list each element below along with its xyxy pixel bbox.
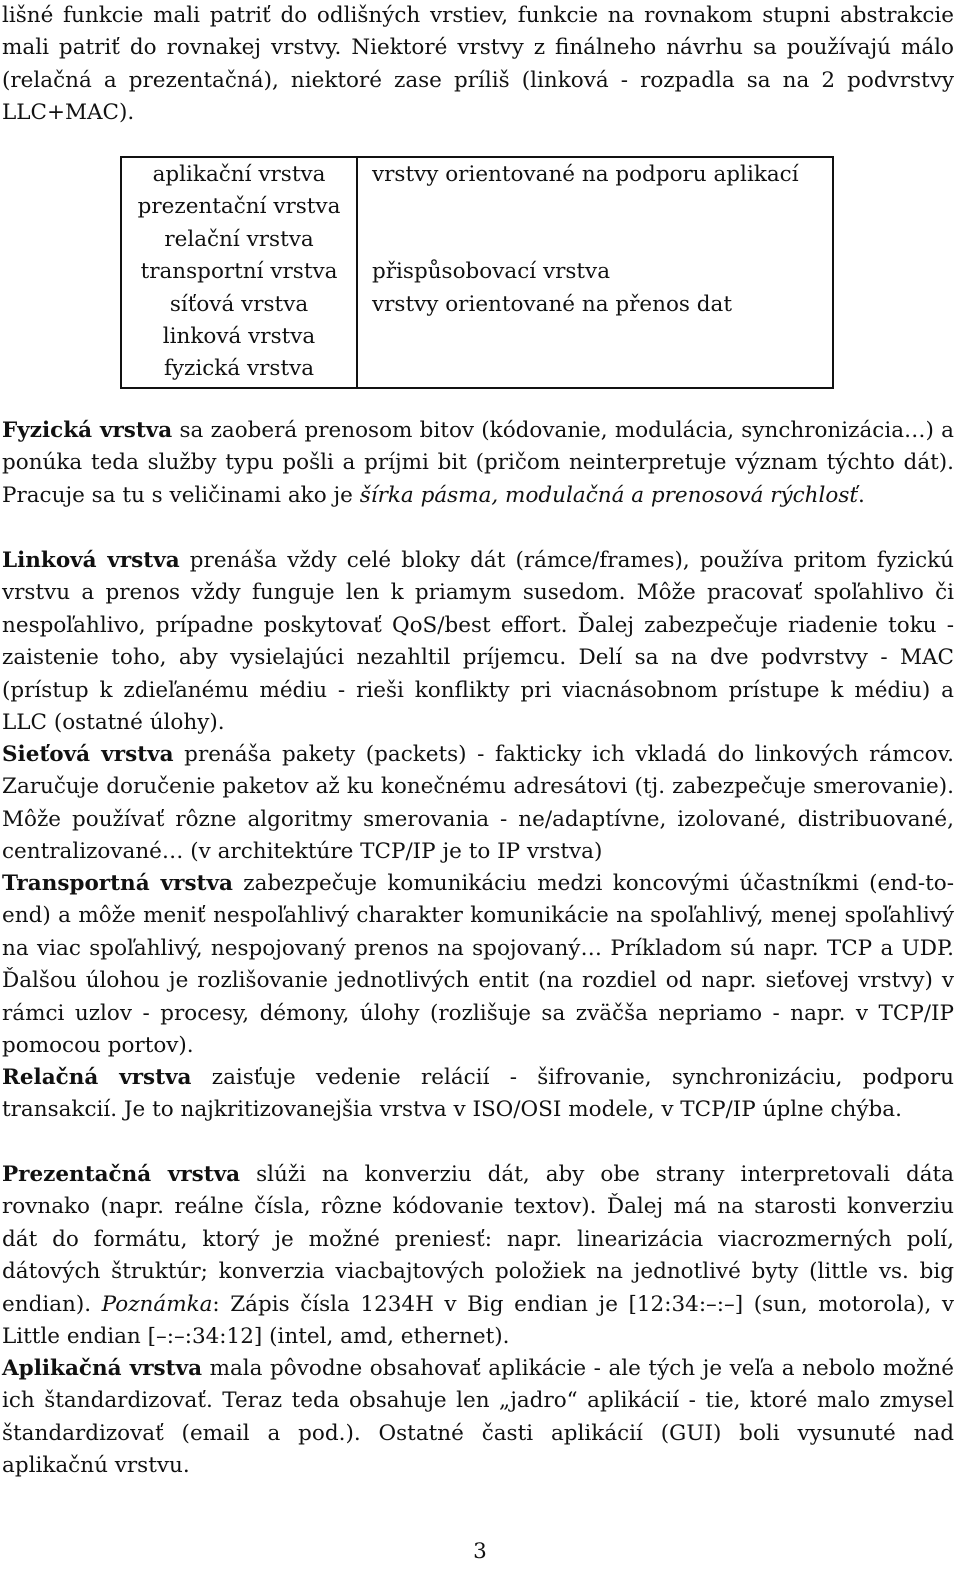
term-network-layer: Sieťová vrstva	[2, 742, 174, 767]
layer-group: vrstvy orientované na přenos dat	[372, 291, 732, 317]
paragraph-physical-layer	[2, 415, 954, 512]
term-link-layer: Linková vrstva	[2, 548, 180, 573]
emphasis-text: šírka pásma, modulačná a prenosová rýchlosť	[359, 482, 859, 508]
term-transport-layer: Transportná vrstva	[2, 871, 233, 896]
layer-group	[372, 224, 832, 256]
layer-name: síťová vrstva	[169, 291, 309, 317]
body-text: prenáša vždy celé bloky dát (rámce/frames), používa pritom fyzickú vrstvu a prenos vždy funguje len k priamym susedom. Môže pracovať spoľahlivo či nespoľahlivo, prípadne poskytovať QoS/best effort. Ďalej zabezpečuje riadenie toku - zaistenie toho, aby vysielajúci nezahltil príjemcu. Delí sa na dve podvrstvy - MAC (prístup k zdieľanému médiu - rieši konflikty pri viacnásobnom prístupe k médiu) a LLC (ostatné úlohy).	[2, 548, 955, 736]
paragraph-link-layer	[2, 545, 954, 739]
layer-name: linková vrstva	[162, 323, 316, 349]
intro-paragraph: lišné funkcie mali patriť do odlišných vrstiev, funkcie na rovnakom stupni abstrakcie mali patriť do rovnakej vrstvy. Niektoré vrstvy z finálneho návrhu sa používajú málo (relačná a prezentačná), niektoré zase príliš (linková - rozpadla sa na 2 podvrstvy LLC+MAC).	[2, 3, 954, 126]
layer-names-column	[121, 157, 357, 388]
layer-name: aplikační vrstva	[152, 162, 326, 187]
paragraph-transport-layer	[2, 868, 954, 1062]
body-text: : Zápis čísla 1234H v Big endian je [12:34:–:–] (sun, motorola), v Little endian [–:–:34:12] (intel, amd, ethernet).	[2, 1291, 954, 1350]
term-presentation-layer: Prezentačná vrstva	[2, 1162, 241, 1187]
emphasis-text: Poznámka	[101, 1291, 213, 1317]
term-physical-layer: Fyzická vrstva	[2, 418, 173, 443]
paragraph-session-layer	[2, 1062, 954, 1127]
layer-group	[372, 353, 832, 385]
layer-name: fyzická vrstva	[163, 356, 315, 382]
paragraph-network-layer	[2, 739, 954, 869]
page-number: 3	[473, 1539, 487, 1564]
layer-group: vrstvy orientované na podporu aplikací	[372, 162, 799, 187]
layer-name: relační vrstva	[164, 226, 314, 252]
layer-group	[372, 191, 832, 223]
paragraph-application-layer	[2, 1353, 954, 1483]
layer-name: transportní vrstva	[140, 259, 338, 285]
layer-groups-column	[357, 157, 833, 388]
body-text: sa zaoberá prenosom bitov (kódovanie, modulácia, synchronizácia…) a ponúka teda služby typu pošli a príjmi bit (pričom neinterpretuje význam týchto dát). Pracuje sa tu s veličinami ako je	[2, 418, 954, 508]
body-text: prenáša pakety (packets) - fakticky ich vkladá do linkových rámcov. Zaručuje doručenie paketov až ku konečnému adresátovi (tj. zabezpečuje smerovanie). Môže používať rôzne algoritmy smerovania - ne/adaptívne, izolované, distribuované, centralizované… (v architektúre TCP/IP je to IP vrstva)	[2, 742, 955, 865]
body-text: zaisťuje vedenie relácií - šifrovanie, synchronizáciu, podporu transakcií. Je to najkritizovanejšia vrstva v ISO/OSI modele, v TCP/IP úplne chýba.	[2, 1065, 954, 1123]
osi-layer-table	[120, 156, 834, 389]
paragraph-presentation-layer	[2, 1159, 954, 1353]
body-text: .	[858, 482, 865, 508]
layer-group: přispůsobovací vrstva	[372, 259, 611, 285]
layer-group	[372, 321, 832, 353]
body-text: slúži na konverziu dát, aby obe strany interpretovali dáta rovnako (napr. reálne čísla, rôzne kódovanie textov). Ďalej má na starosti konverziu dát do formátu, ktorý je možné preniesť: napr. linearizácia viacrozmerných polí, dátových štruktúr; konverzia viacbajtových položiek na jednotlivé byty (little vs. big endian).	[2, 1162, 954, 1317]
term-session-layer: Relačná vrstva	[2, 1065, 192, 1090]
body-text: zabezpečuje komunikáciu medzi koncovými účastníkmi (end-to-end) a môže meniť nespoľahlivý charakter komunikácie na spoľahlivý, menej spoľahlivý na viac spoľahlivý, nespojovaný prenos na spojovaný… Príkladom sú napr. TCP a UDP. Ďalšou úlohou je rozlišovanie jednotlivých entit (na rozdiel od napr. sieťovej vrstvy) v rámci uzlov - procesy, démony, úlohy (rozlišuje sa zväčša nepriamo - napr. v TCP/IP pomocou portov).	[2, 871, 955, 1059]
term-application-layer: Aplikačná vrstva	[2, 1356, 203, 1381]
body-text: mala pôvodne obsahovať aplikácie - ale tých je veľa a nebolo možné ich štandardizovať. Teraz teda obsahuje len „jadro“ aplikácií - tie, ktoré malo zmysel štandardizovať (email a pod.). Ostatné časti aplikácií (GUI) boli vysunuté nad aplikačnú vrstvu.	[2, 1356, 955, 1479]
layer-name: prezentační vrstva	[137, 194, 341, 220]
